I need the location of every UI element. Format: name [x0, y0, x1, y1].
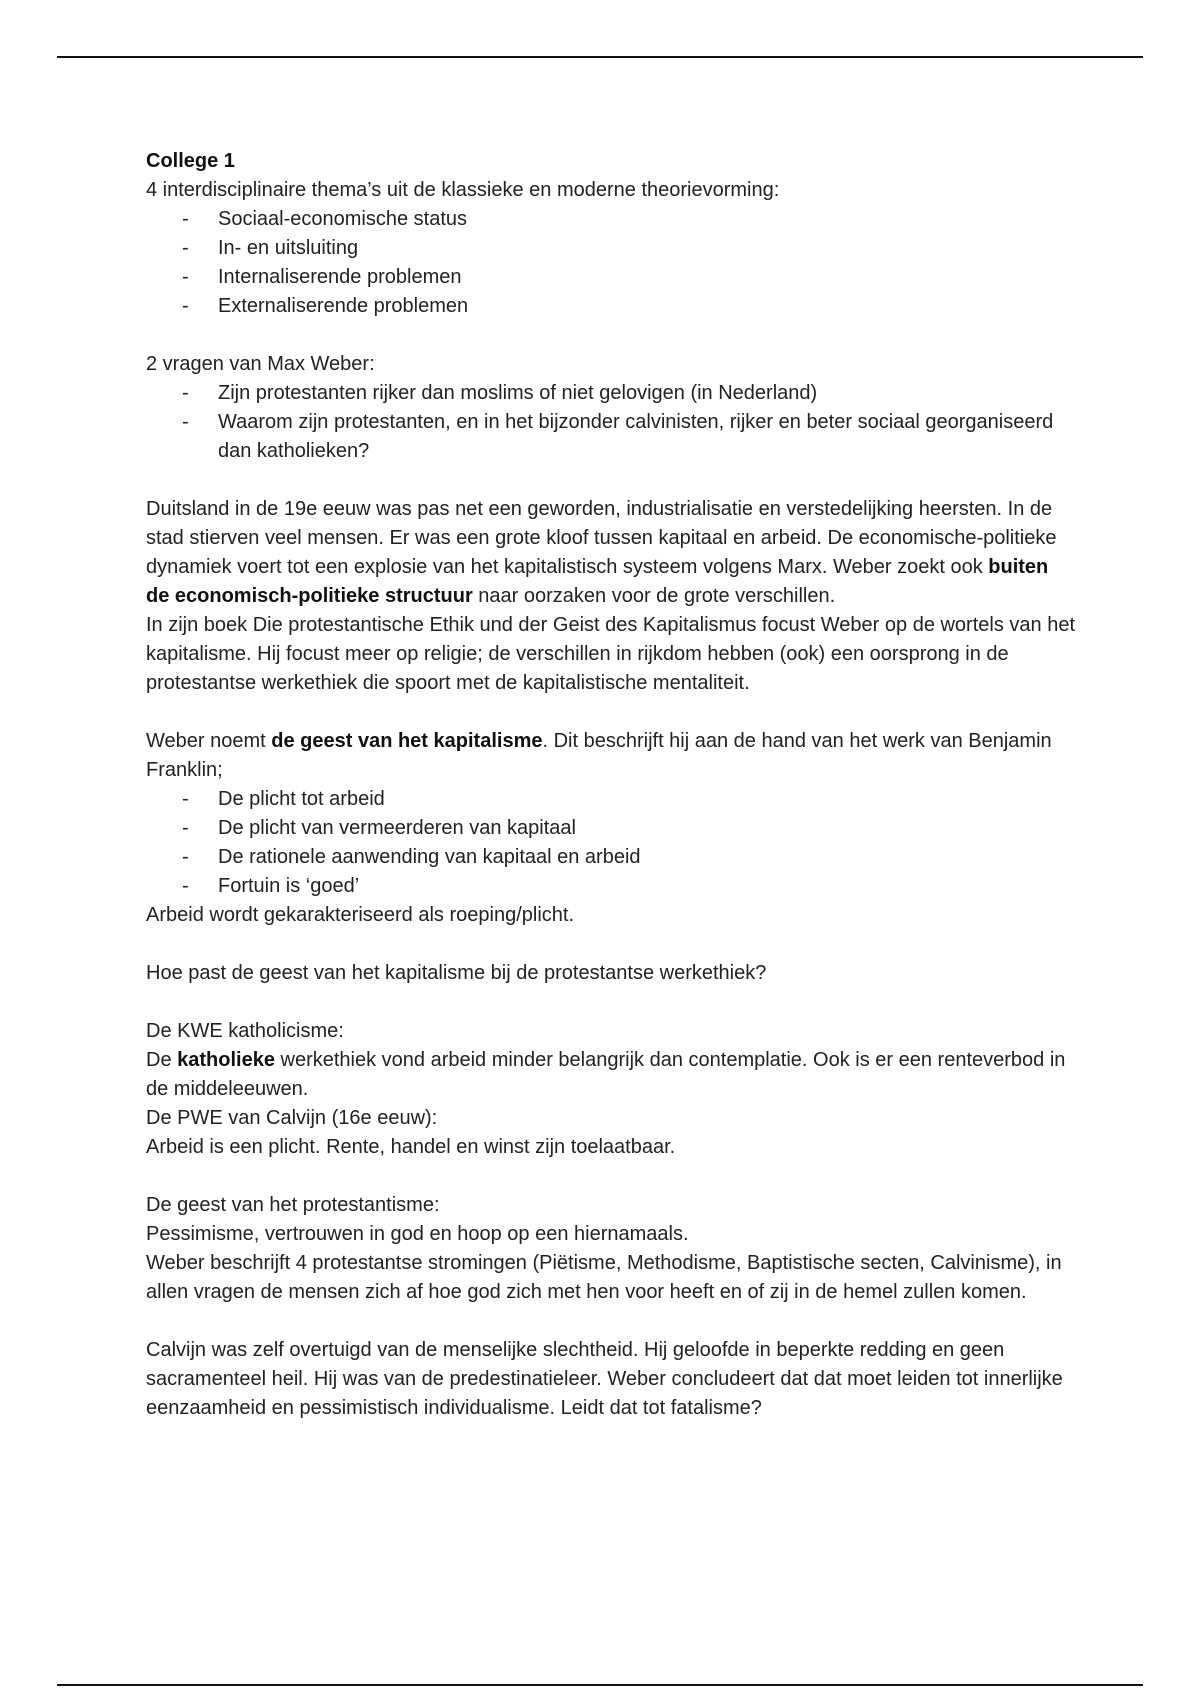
kwe-text: De katholieke werkethiek vond arbeid minder belangrijk dan contemplatie. Ook is er een renteverbod in de middeleeuwen. [146, 1049, 1066, 1100]
calvijn-text: Calvijn was zelf overtuigd van de menselijke slechtheid. Hij geloofde in beperkte redding en geen sacramenteel heil. Hij was van de predestinatieleer. Weber concludeert dat dat moet leiden tot innerlijke eenzaamheid en pessimistisch individualisme. Leidt dat tot fatalisme? [146, 1339, 1063, 1419]
list-item: - Zijn protestanten rijker dan moslims of niet gelovigen (in Nederland) [146, 379, 1076, 408]
protestantisme-heading: De geest van het protestantisme: [146, 1194, 440, 1216]
list-item: - De plicht tot arbeid [146, 785, 1076, 814]
stromingen-text: Weber beschrijft 4 protestantse stromingen (Piëtisme, Methodisme, Baptistische secten, Calvinisme), in allen vragen de mensen zich af hoe god zich met hen voor heeft en of zij in de hemel zullen komen. [146, 1252, 1062, 1303]
list-item: - Sociaal-economische status [146, 205, 1076, 234]
arbeid-line: Arbeid wordt gekarakteriseerd als roeping/plicht. [146, 904, 574, 926]
paragraph-germany: Duitsland in de 19e eeuw was pas net een geworden, industrialisatie en verstedelijking heersten. In de stad stierven veel mensen. Er was een grote kloof tussen kapitaal en arbeid. De economische-politieke dynamiek voert tot een explosie van het kapitalistisch systeem volgens Marx. Weber zoekt ook buiten de economisch-politieke structuur naar oorzaken voor de grote verschillen. [146, 498, 1057, 607]
weber-questions-list [146, 379, 1076, 466]
college-title: College 1 [146, 150, 235, 172]
protestantisme-line: Pessimisme, vertrouwen in god en hoop op een hiernamaals. [146, 1223, 689, 1245]
list-item: - Externaliserende problemen [146, 292, 1076, 321]
footer-rule [57, 1684, 1143, 1686]
intro-line: 4 interdisciplinaire thema’s uit de klassieke en moderne theorievorming: [146, 179, 780, 201]
header-rule [57, 56, 1143, 58]
geest-list [146, 785, 1076, 901]
document-body [146, 147, 1076, 1423]
themes-list [146, 205, 1076, 321]
list-item: - De rationele aanwending van kapitaal en arbeid [146, 843, 1076, 872]
list-item: - Fortuin is ‘goed’ [146, 872, 1076, 901]
paragraph-book: In zijn boek Die protestantische Ethik und der Geist des Kapitalismus focust Weber op de wortels van het kapitalisme. Hij focust meer op religie; de verschillen in rijkdom hebben (ook) een oorsprong in de protestantse werkethiek die spoort met de kapitalistische mentaliteit. [146, 614, 1076, 694]
list-item: - In- en uitsluiting [146, 234, 1076, 263]
weber-questions-heading: 2 vragen van Max Weber: [146, 353, 375, 375]
list-item: - De plicht van vermeerderen van kapitaal [146, 814, 1076, 843]
list-item: - Internaliserende problemen [146, 263, 1076, 292]
pwe-heading: De PWE van Calvijn (16e eeuw): [146, 1107, 438, 1129]
kwe-heading: De KWE katholicisme: [146, 1020, 344, 1042]
paragraph-geest: Weber noemt de geest van het kapitalisme. Dit beschrijft hij aan de hand van het werk van Benjamin Franklin; [146, 730, 1052, 781]
question-line: Hoe past de geest van het kapitalisme bij de protestantse werkethiek? [146, 962, 767, 984]
pwe-text: Arbeid is een plicht. Rente, handel en winst zijn toelaatbaar. [146, 1136, 676, 1158]
list-item: - Waarom zijn protestanten, en in het bijzonder calvinisten, rijker en beter sociaal georganiseerd dan katholieken? [146, 408, 1076, 466]
